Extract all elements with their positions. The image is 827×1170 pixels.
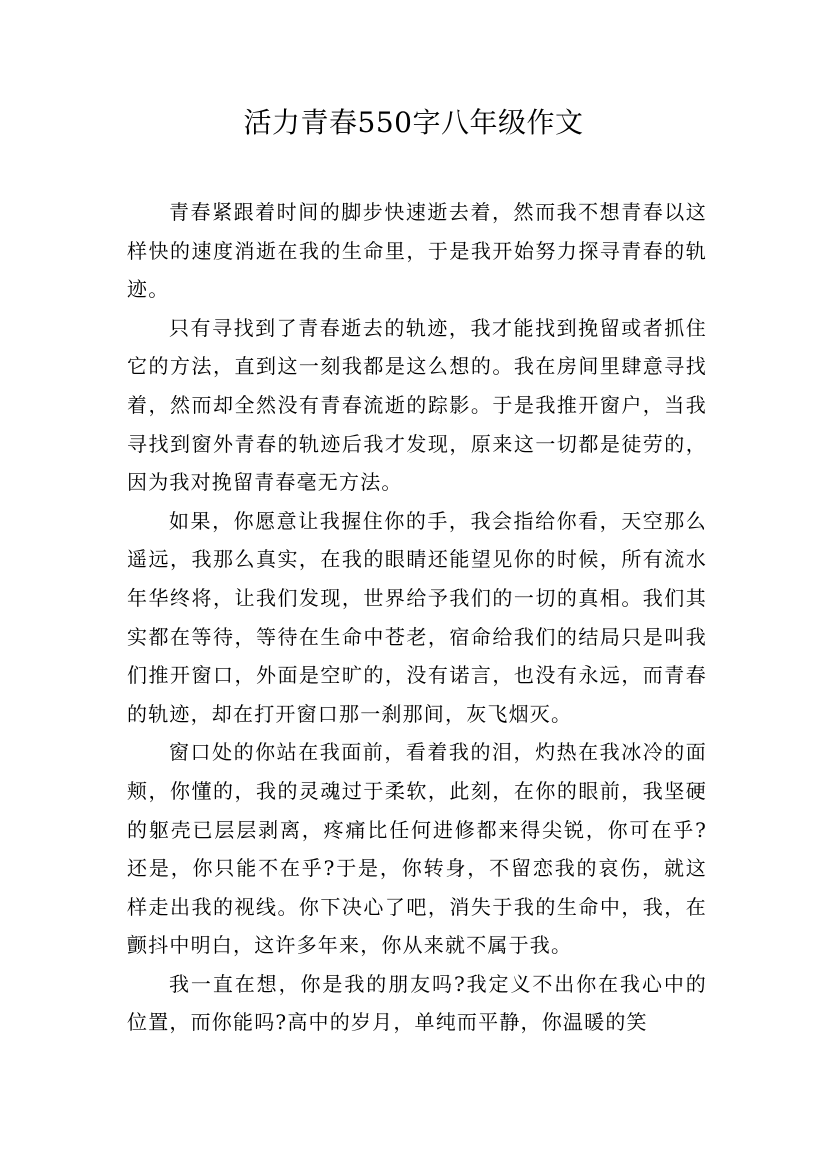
paragraph: 只有寻找到了青春逝去的轨迹，我才能找到挽留或者抓住它的方法，直到这一刻我都是这么想的。我在房间里肆意寻找着，然而却全然没有青春流逝的踪影。于是我推开窗户，当我寻找到窗外青春的轨迹后我才发现，原来这一切都是徒劳的，因为我对挽留青春毫无方法。 (127, 315, 707, 495)
paragraph: 我一直在想，你是我的朋友吗?我定义不出你在我心中的位置，而你能吗?高中的岁月，单纯而平静，你温暖的笑 (127, 971, 707, 1035)
document-body (127, 193, 707, 1042)
paragraph: 窗口处的你站在我面前，看着我的泪，灼热在我冰冷的面颊，你懂的，我的灵魂过于柔软，此刻，在你的眼前，我坚硬的躯壳已层层剥离，疼痛比任何进修都来得尖锐，你可在乎?还是，你只能不在乎?于是，你转身，不留恋我的哀伤，就这样走出我的视线。你下决心了吧，消失于我的生命中，我，在颤抖中明白，这许多年来，你从来就不属于我。 (127, 740, 707, 958)
document-title: 活力青春550字八年级作文 (243, 106, 584, 139)
paragraph: 青春紧跟着时间的脚步快速逝去着，然而我不想青春以这样快的速度消逝在我的生命里，于是我开始努力探寻青春的轨迹。 (127, 200, 707, 302)
paragraph: 如果，你愿意让我握住你的手，我会指给你看，天空那么遥远，我那么真实，在我的眼睛还能望见你的时候，所有流水年华终将，让我们发现，世界给予我们的一切的真相。我们其实都在等待，等待在生命中苍老，宿命给我们的结局只是叫我们推开窗口，外面是空旷的，没有诺言，也没有永远，而青春的轨迹，却在打开窗口那一刹那间，灰飞烟灭。 (127, 508, 707, 726)
